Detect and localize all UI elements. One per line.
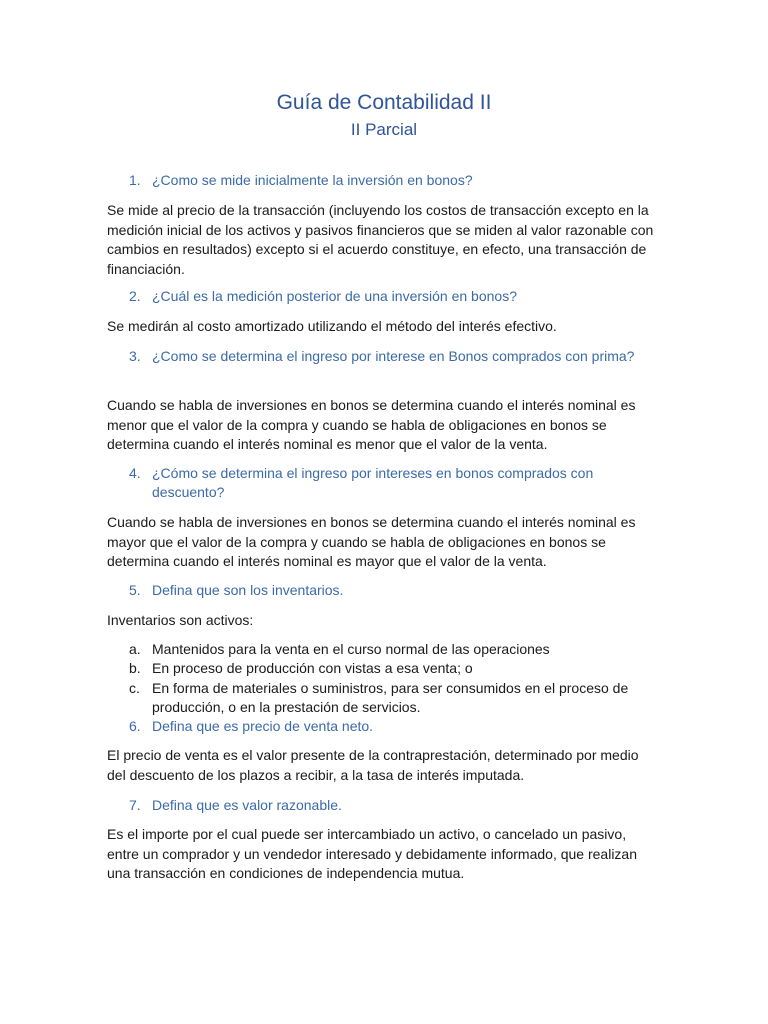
question-4 (129, 464, 649, 502)
question-2 (129, 287, 649, 306)
list-letter: c. (129, 680, 140, 696)
list-text: Mantenidos para la venta en el curso normal de las operaciones (152, 641, 550, 657)
list-item (129, 679, 649, 717)
answer-4: Cuando se habla de inversiones en bonos se determina cuando el interés nominal es mayor que el valor de la compra y cuando se habla de obligaciones en bonos se determina cuando el interés nominal es mayor que el valor de la venta. (107, 514, 636, 569)
question-text: ¿Cuál es la medición posterior de una inversión en bonos? (152, 288, 517, 304)
answer-6: El precio de venta es el valor presente de la contraprestación, determinado por medio del descuento de los plazos a recibir, a la tasa de interés imputada. (107, 747, 639, 783)
list-letter: a. (129, 641, 141, 657)
question-number: 1. (129, 172, 141, 188)
question-text: ¿Como se determina el ingreso por interese en Bonos comprados con prima? (152, 348, 635, 364)
question-7 (129, 796, 649, 815)
question-number: 5. (129, 582, 141, 598)
question-text: Defina que es precio de venta neto. (152, 718, 374, 734)
question-text: Defina que es valor razonable. (152, 797, 342, 813)
question-6 (129, 717, 649, 736)
question-number: 6. (129, 718, 141, 734)
page-title: Guía de Contabilidad II (276, 91, 492, 114)
list-letter: b. (129, 660, 141, 676)
list-item (129, 640, 649, 659)
question-number: 4. (129, 465, 141, 481)
answer-7: Es el importe por el cual puede ser intercambiado un activo, o cancelado un pasivo, entre un comprador y un vendedor interesado y debidamente informado, que realizan una transacción en condiciones de independencia mutua. (107, 826, 637, 881)
question-text: ¿Cómo se determina el ingreso por intereses en bonos comprados con descuento? (152, 465, 594, 500)
question-5 (129, 581, 649, 600)
list-text: En forma de materiales o suministros, para ser consumidos en el proceso de producción, o en la prestación de servicios. (152, 680, 629, 715)
question-text: Defina que son los inventarios. (152, 582, 344, 598)
question-number: 2. (129, 288, 141, 304)
list-text: En proceso de producción con vistas a esa venta; o (152, 660, 473, 676)
page-subtitle: II Parcial (350, 120, 418, 139)
answer-5: Inventarios son activos: (107, 612, 254, 628)
answer-2: Se medirán al costo amortizado utilizando el método del interés efectivo. (107, 318, 557, 334)
answer-1: Se mide al precio de la transacción (incluyendo los costos de transacción excepto en la medición inicial de los activos y pasivos financieros que se miden al valor razonable con cambios en resultados) excepto si el acuerdo constituye, en efecto, una transacción de financiación. (107, 202, 654, 277)
question-3 (129, 347, 649, 366)
question-text: ¿Como se mide inicialmente la inversión en bonos? (152, 172, 473, 188)
question-number: 7. (129, 797, 141, 813)
question-number: 3. (129, 348, 141, 364)
list-item (129, 659, 649, 678)
answer-3: Cuando se habla de inversiones en bonos se determina cuando el interés nominal es menor que el valor de la compra y cuando se habla de obligaciones en bonos se determina cuando el interés nominal es menor que el valor de la venta. (107, 397, 636, 452)
question-1 (129, 171, 649, 190)
